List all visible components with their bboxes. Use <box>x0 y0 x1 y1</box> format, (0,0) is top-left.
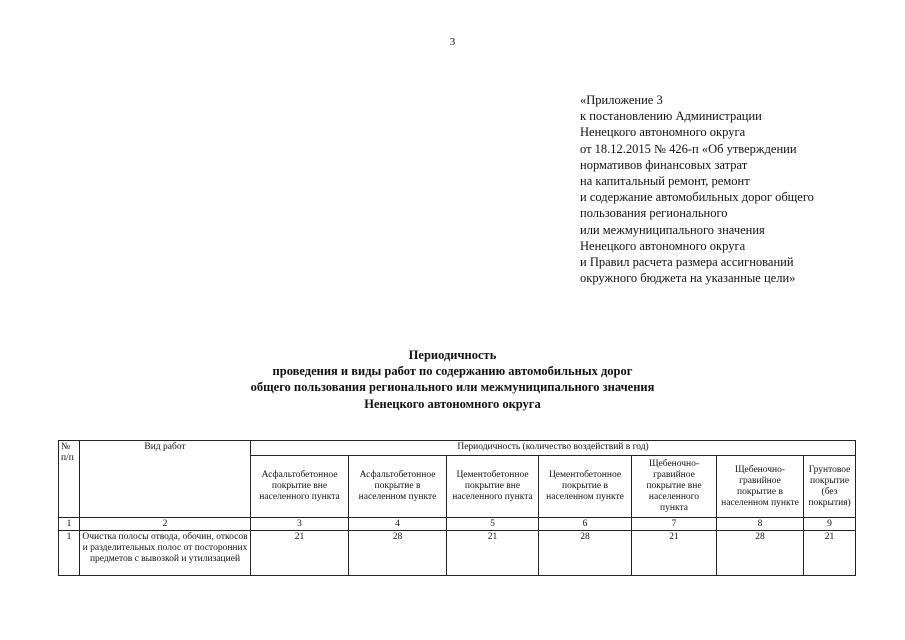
appendix-line: Ненецкого автономного округа <box>580 125 746 140</box>
appendix-line: от 18.12.2015 № 426-п «Об утверждении <box>580 141 797 156</box>
appendix-line: нормативов финансовых затрат <box>580 157 748 172</box>
column-number: 5 <box>447 518 539 531</box>
row-value: 21 <box>447 531 539 576</box>
row-value: 28 <box>539 531 632 576</box>
row-value: 21 <box>632 531 717 576</box>
column-number: 3 <box>251 518 349 531</box>
appendix-line: «Приложение 3 <box>580 93 663 107</box>
appendix-line: пользования регионального <box>580 206 728 221</box>
appendix-line: Ненецкого автономного округа <box>580 238 746 253</box>
appendix-line: на капитальный ремонт, ремонт <box>580 174 750 189</box>
header-column: Цементобетонное покрытие вне населенного пункта <box>447 456 539 518</box>
header-periodicity: Периодичность (количество воздействий в год) <box>251 441 856 456</box>
title-line: проведения и виды работ по содержанию автомобильных дорог <box>272 364 633 379</box>
appendix-line: и содержание автомобильных дорог общего <box>580 190 814 205</box>
column-number: 2 <box>80 518 251 531</box>
header-column: Щебеночно-гравийное покрытие в населенном пункте <box>717 456 804 518</box>
appendix-line: к постановлению Администрации <box>580 109 762 124</box>
header-num: № п/п <box>59 441 80 518</box>
row-value: 28 <box>717 531 804 576</box>
column-number: 9 <box>804 518 856 531</box>
header-work-type: Вид работ <box>80 441 251 518</box>
row-num: 1 <box>59 531 80 576</box>
row-value: 28 <box>349 531 447 576</box>
header-column: Асфальтобетонное покрытие в населенном пункте <box>349 456 447 518</box>
column-number: 7 <box>632 518 717 531</box>
works-table <box>58 440 856 576</box>
header-column: Грунтовое покрытие (без покрытия) <box>804 456 856 518</box>
title-line: Периодичность <box>408 348 497 362</box>
column-number: 6 <box>539 518 632 531</box>
table-row <box>59 531 856 576</box>
document-title <box>0 347 905 412</box>
appendix-line: или межмуниципального значения <box>580 222 765 237</box>
column-number-row <box>59 518 856 531</box>
page-number: 3 <box>449 36 456 48</box>
header-column: Щебеночно-гравийное покрытие вне населенного пункта <box>632 456 717 518</box>
column-number: 1 <box>59 518 80 531</box>
header-column: Асфальтобетонное покрытие вне населенного пункта <box>251 456 349 518</box>
column-number: 8 <box>717 518 804 531</box>
appendix-line: окружного бюджета на указанные цели» <box>580 271 796 286</box>
appendix-line: и Правил расчета размера ассигнований <box>580 255 794 270</box>
title-line: общего пользования регионального или межмуниципального значения <box>250 380 655 395</box>
table-header-row <box>59 441 856 456</box>
row-work: Очистка полосы отвода, обочин, откосов и разделительных полос от посторонних предметов с вывозкой и утилизацией <box>80 531 251 576</box>
appendix-note <box>580 92 880 286</box>
column-number: 4 <box>349 518 447 531</box>
title-line: Ненецкого автономного округа <box>364 396 541 411</box>
row-value: 21 <box>251 531 349 576</box>
header-column: Цементобетонное покрытие в населенном пункте <box>539 456 632 518</box>
row-value: 21 <box>804 531 856 576</box>
